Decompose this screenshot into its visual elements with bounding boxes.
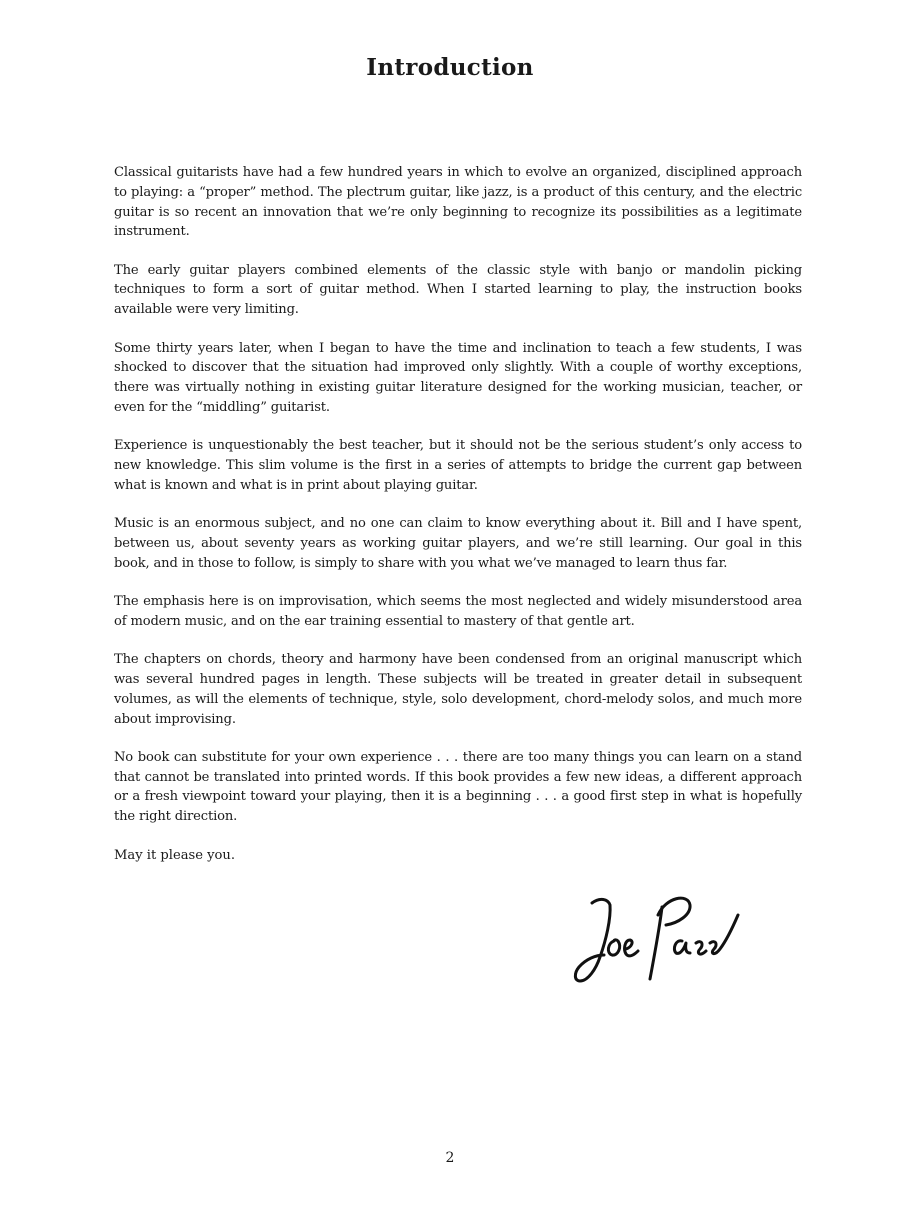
signature-image	[570, 885, 750, 995]
page-number: 2	[445, 1150, 455, 1166]
paragraph: Music is an enormous subject, and no one can claim to know everything about it. Bill and I have spent, between us, about seventy years as working guitar players, and we’re still learning. Our goal in this book, and in those to follow, is simply to share with you what we’ve managed to learn thus far.	[114, 516, 802, 571]
body-text	[114, 163, 802, 865]
paragraph: No book can substitute for your own experience . . . there are too many things you can learn on a stand that cannot be translated into printed words. If this book provides a few new ideas, a different approach or a fresh viewpoint toward your playing, then it is a beginning . . . a good first step in what is hopefully the right direction.	[114, 749, 802, 825]
paragraph: Experience is unquestionably the best teacher, but it should not be the serious student’s only access to new knowledge. This slim volume is the first in a series of attempts to bridge the current gap between what is known and what is in print about playing guitar.	[114, 438, 802, 493]
paragraph: The emphasis here is on improvisation, which seems the most neglected and widely misunderstood area of modern music, and on the ear training essential to mastery of that gentle art.	[114, 594, 802, 629]
paragraph: Classical guitarists have had a few hundred years in which to evolve an organized, disciplined approach to playing: a “proper” method. The plectrum guitar, like jazz, is a product of this century, and the electric guitar is so recent an innovation that we’re only beginning to recognize its possibilities as a legitimate instrument.	[114, 165, 802, 240]
closing-line: May it please you.	[114, 847, 236, 863]
paragraph: Some thirty years later, when I began to have the time and inclination to teach a few students, I was shocked to discover that the situation had improved only slightly. With a couple of worthy exceptions, there was virtually nothing in existing guitar literature designed for the working musician, teacher, or even for the “middling” guitarist.	[114, 340, 802, 415]
page-title: Introduction	[366, 54, 534, 81]
paragraph: The early guitar players combined elements of the classic style with banjo or mandolin picking techniques to form a sort of guitar method. When I started learning to play, the instruction books available were very limiting.	[114, 262, 802, 318]
paragraph: The chapters on chords, theory and harmony have been condensed from an original manuscript which was several hundred pages in length. These subjects will be treated in greater detail in subsequent volumes, as will the elements of technique, style, solo development, chord-melody solos, and much more about improvising.	[114, 652, 802, 727]
